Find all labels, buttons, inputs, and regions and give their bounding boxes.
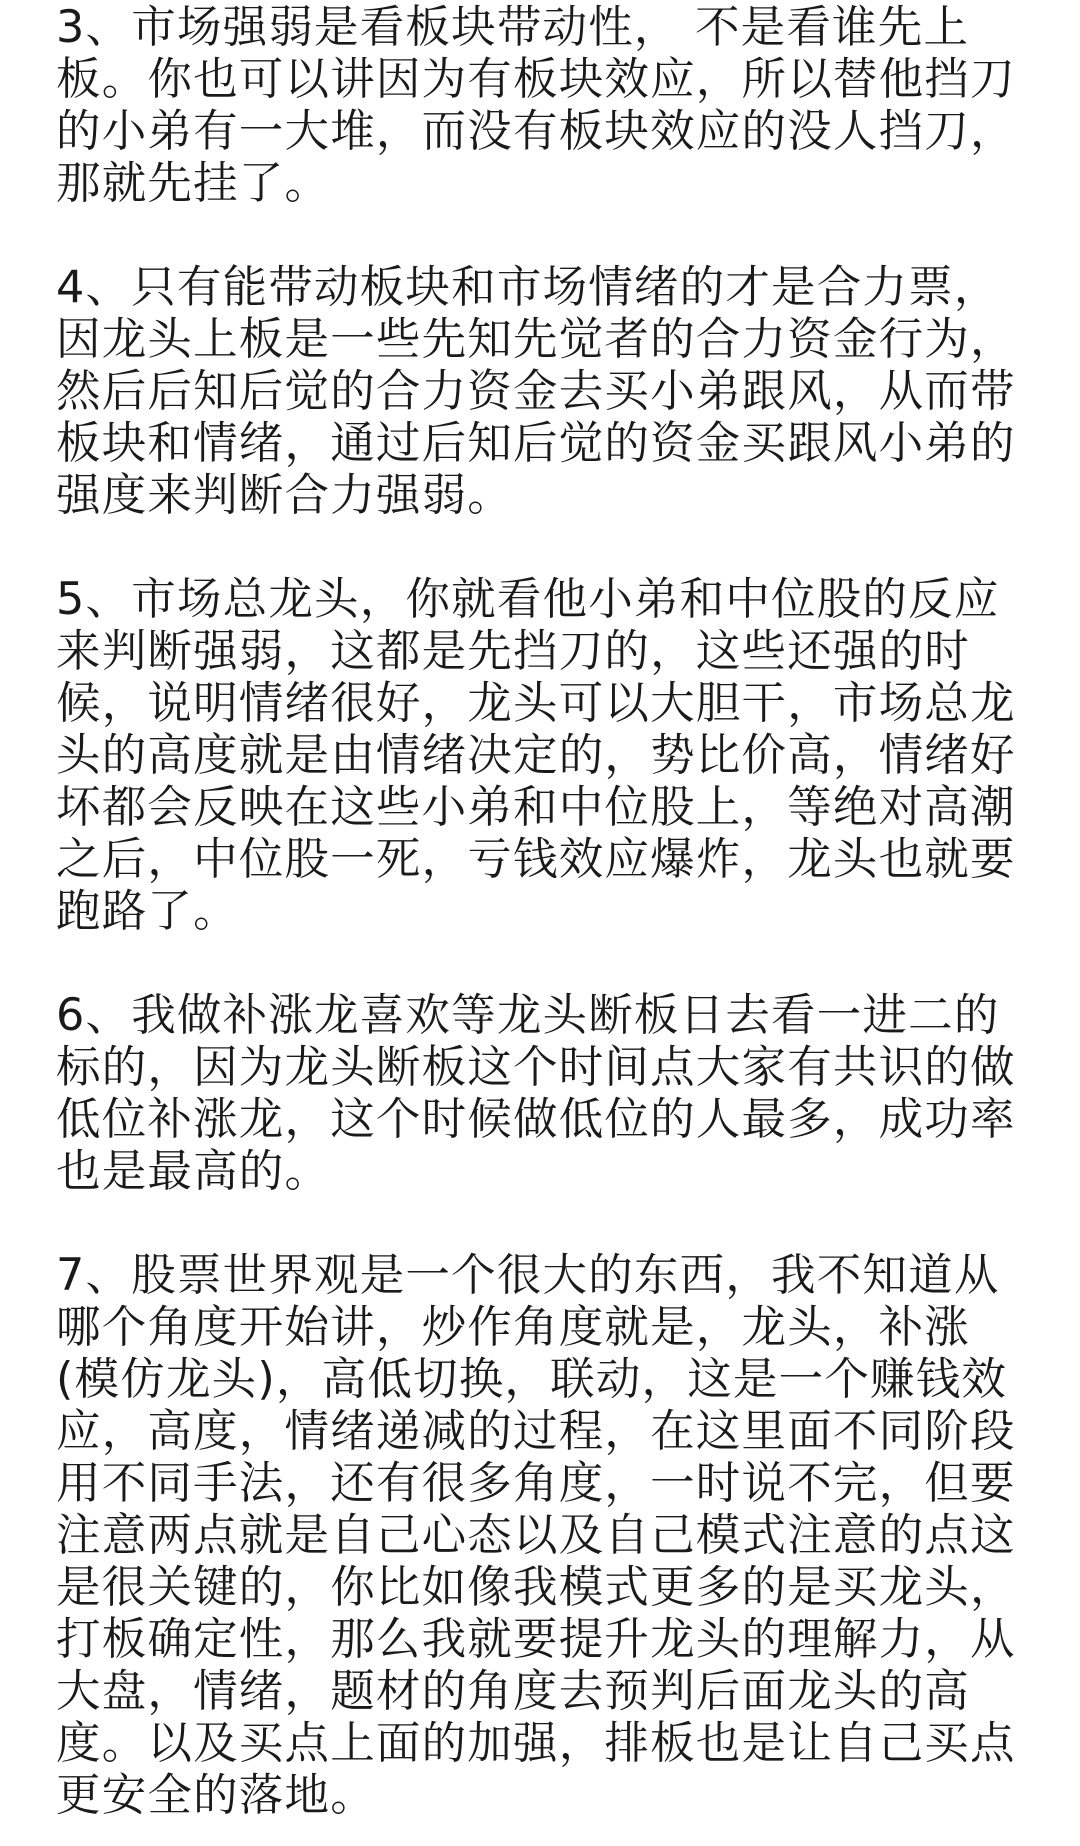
- paragraph-4: 4、只有能带动板块和市场情绪的才是合力票，因龙头上板是一些先知先觉者的合力资金行为，然后后知后觉的合力资金去买小弟跟风，从而带板块和情绪，通过后知后觉的资金买跟风小弟的强度来判断合力强弱。: [56, 262, 1016, 521]
- paragraph-6: 6、我做补涨龙喜欢等龙头断板日去看一进二的标的，因为龙头断板这个时间点大家有共识的做低位补涨龙，这个时候做低位的人最多，成功率也是最高的。: [56, 990, 1016, 1197]
- paragraph-7: 7、股票世界观是一个很大的东西，我不知道从哪个角度开始讲，炒作角度就是，龙头，补涨(模仿龙头)，高低切换，联动，这是一个赚钱效应，高度，情绪递减的过程，在这里面不同阶段用不同手法，还有很多角度，一时说不完，但要注意两点就是自己心态以及自己模式注意的点这是很关键的，你比如像我模式更多的是买龙头，打板确定性，那么我就要提升龙头的理解力，从大盘，情绪，题材的角度去预判后面龙头的高度。以及买点上面的加强，排板也是让自己买点更安全的落地。: [56, 1250, 1016, 1821]
- paragraph-5: 5、市场总龙头，你就看他小弟和中位股的反应来判断强弱，这都是先挡刀的，这些还强的时候，说明情绪很好，龙头可以大胆干，市场总龙头的高度就是由情绪决定的，势比价高，情绪好坏都会反映在这些小弟和中位股上，等绝对高潮之后，中位股一死，亏钱效应爆炸，龙头也就要跑路了。: [56, 574, 1016, 937]
- paragraph-3: 3、市场强弱是看板块带动性， 不是看谁先上板。你也可以讲因为有板块效应，所以替他挡刀的小弟有一大堆，而没有板块效应的没人挡刀，那就先挂了。: [56, 2, 1016, 209]
